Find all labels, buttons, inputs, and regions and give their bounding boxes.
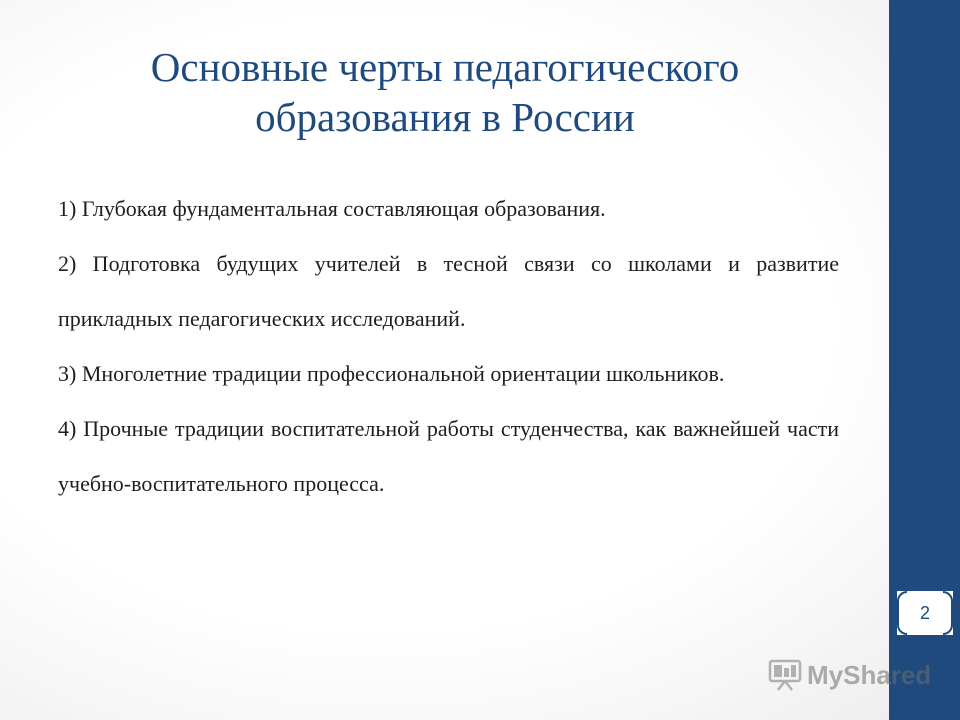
- watermark-text: MyShared: [807, 659, 932, 690]
- bracket-right-icon: [943, 591, 953, 635]
- list-item: 4) Прочные традиции воспитательной работы студенчества, как важнейшей части учебно-воспитательного процесса.: [58, 416, 839, 496]
- watermark-logo: [767, 655, 931, 695]
- presentation-board-icon: [767, 657, 803, 693]
- list-item: 2) Подготовка будущих учителей в тесной связи со школами и развитие прикладных педагогических исследований.: [58, 251, 839, 331]
- page-number: 2: [919, 602, 930, 623]
- slide-title: Основные черты педагогического образования в России: [150, 44, 740, 140]
- slide-content: [58, 181, 839, 511]
- list-item: 3) Многолетние традиции профессиональной ориентации школьников.: [58, 361, 725, 386]
- list-item: 1) Глубокая фундаментальная составляющая образования.: [58, 196, 606, 221]
- bracket-left-icon: [897, 591, 907, 635]
- page-number-box: [897, 591, 953, 635]
